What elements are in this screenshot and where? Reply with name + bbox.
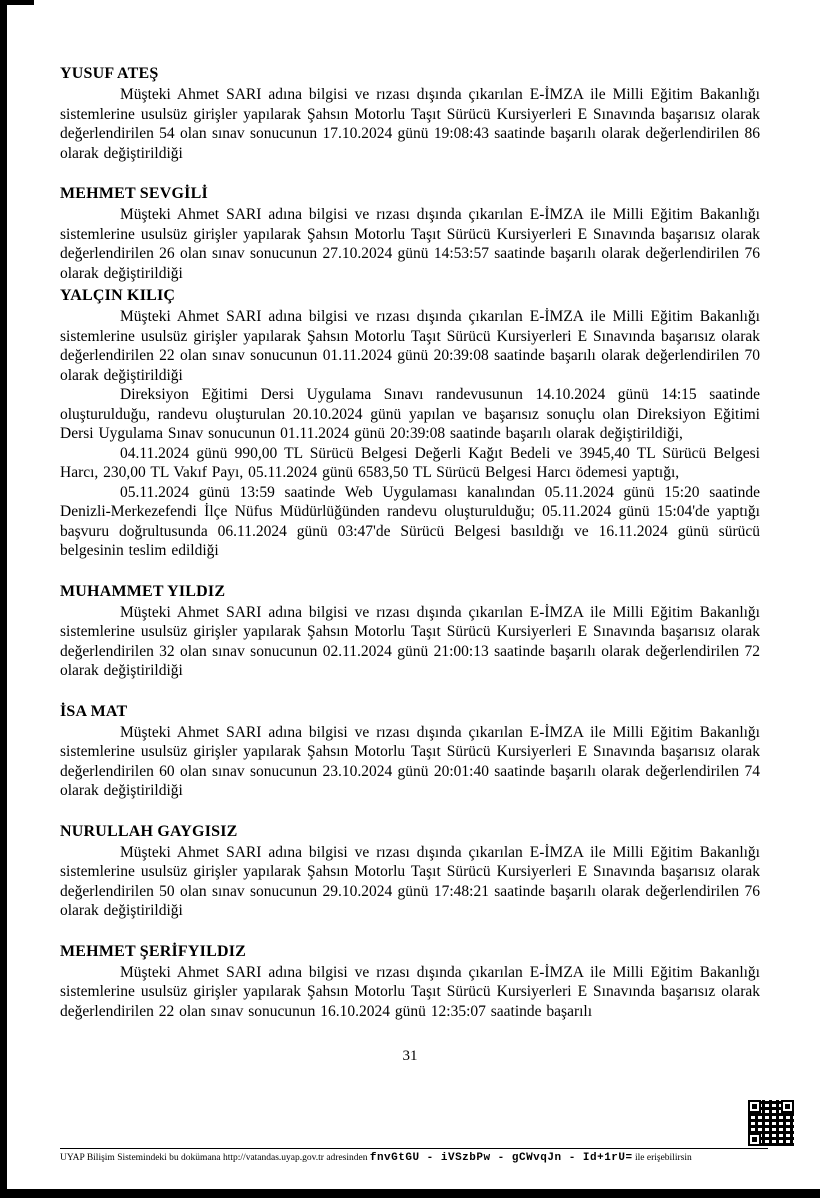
scan-edge-left: [0, 0, 7, 1198]
footer-access-suffix: ile erişebilirsin: [634, 1153, 692, 1163]
footer-divider: [60, 1148, 768, 1149]
qr-code: [748, 1100, 794, 1146]
paragraph: Müşteki Ahmet SARI adına bilgisi ve rızası dışında çıkarılan E-İMZA ile Milli Eğitim Bakanlığı sistemlerine usulsüz girişler yapılarak Şahsın Motorlu Taşıt Sürücü Kursiyerleri E Sınavında başarısız olarak değerlendirilen 50 olan sınav sonucunun 29.10.2024 günü 17:48:21 saatinde başarılı olarak değerlendirilen 76 olarak değiştirildiği: [60, 843, 760, 919]
page-footer: [60, 1148, 768, 1164]
paragraph: Müşteki Ahmet SARI adına bilgisi ve rızası dışında çıkarılan E-İMZA ile Milli Eğitim Bakanlığı sistemlerine usulsüz girişler yapılarak Şahsın Motorlu Taşıt Sürücü Kursiyerleri E Sınavında başarısız olarak değerlendirilen 26 olan sınav sonucunun 27.10.2024 günü 14:53:57 saatinde başarılı olarak değerlendirilen 76 olarak değiştirildiği: [60, 206, 760, 282]
paragraph: Müşteki Ahmet SARI adına bilgisi ve rızası dışında çıkarılan E-İMZA ile Milli Eğitim Bakanlığı sistemlerine usulsüz girişler yapılarak Şahsın Motorlu Taşıt Sürücü Kursiyerleri E Sınavında başarısız olarak değerlendirilen 22 olan sınav sonucunun 01.11.2024 günü 20:39:08 saatinde başarılı olarak değerlendirilen 70 olarak değiştirildiği: [60, 308, 760, 384]
person-section: [60, 582, 760, 681]
footer-access-prefix: UYAP Bilişim Sistemindeki bu dokümana http://vatandas.uyap.gov.tr adresinden: [60, 1153, 368, 1163]
person-name-heading: MEHMET ŞERİFYILDIZ: [60, 942, 247, 960]
paragraph: Direksiyon Eğitimi Dersi Uygulama Sınavı randevusunun 14.10.2024 günü 14:15 saatinde oluşturulduğu, randevu oluşturulan 20.10.2024 günü yapılan ve başarısız sonuçlu olan Direksiyon Eğitimi Dersi Uygulama Sınav sonucunun 01.11.2024 günü 20:39:08 saatinde başarılı olarak değiştirildiği,: [60, 386, 760, 442]
person-section: [60, 702, 760, 801]
paragraph: Müşteki Ahmet SARI adına bilgisi ve rızası dışında çıkarılan E-İMZA ile Milli Eğitim Bakanlığı sistemlerine usulsüz girişler yapılarak Şahsın Motorlu Taşıt Sürücü Kursiyerleri E Sınavında başarısız olarak değerlendirilen 32 olan sınav sonucunun 02.11.2024 günü 21:00:13 saatinde başarılı olarak değerlendirilen 72 olarak değiştirildiği: [60, 603, 760, 679]
person-name-heading: NURULLAH GAYGISIZ: [60, 822, 238, 840]
qr-finder-icon: [748, 1133, 761, 1146]
person-section: [60, 942, 760, 1022]
person-section: [60, 286, 760, 561]
scan-edge-top-notch: [0, 0, 34, 5]
person-name-heading: İSA MAT: [60, 702, 128, 720]
paragraph: 04.11.2024 günü 990,00 TL Sürücü Belgesi Değerli Kağıt Bedeli ve 3945,40 TL Sürücü Belgesi Harcı, 230,00 TL Vakıf Payı, 05.11.2024 günü 6583,50 TL Sürücü Belgesi Harcı ödemesi yaptığı,: [60, 444, 760, 481]
person-name-heading: YUSUF ATEŞ: [60, 65, 159, 82]
person-section: [60, 184, 760, 283]
footer-access-code: fnvGtGU - iVSzbPw - gCWvqJn - Id+1rU=: [369, 1152, 633, 1164]
paragraph: 05.11.2024 günü 13:59 saatinde Web Uygulaması kanalından 05.11.2024 günü 15:20 saatinde Denizli-Merkezefendi İlçe Nüfus Müdürlüğünden randevu oluşturulduğu; 05.11.2024 günü 15:04'de yaptığı başvuru doğrultusunda 06.11.2024 günü 03:47'de Sürücü Belgesi basıldığı ve 16.11.2024 günü sürücü belgesinin teslim edildiği: [60, 483, 760, 559]
document-body: [60, 64, 760, 1042]
footer-text: [60, 1152, 768, 1164]
person-name-heading: MUHAMMET YILDIZ: [60, 582, 226, 600]
person-name-heading: MEHMET SEVGİLİ: [60, 185, 208, 202]
qr-finder-icon: [748, 1100, 761, 1113]
scan-edge-bottom: [0, 1189, 820, 1198]
person-name-heading: YALÇIN KILIÇ: [60, 287, 176, 304]
person-section: [60, 64, 760, 163]
qr-finder-icon: [781, 1100, 794, 1113]
paragraph: Müşteki Ahmet SARI adına bilgisi ve rızası dışında çıkarılan E-İMZA ile Milli Eğitim Bakanlığı sistemlerine usulsüz girişler yapılarak Şahsın Motorlu Taşıt Sürücü Kursiyerleri E Sınavında başarısız olarak değerlendirilen 54 olan sınav sonucunun 17.10.2024 günü 19:08:43 saatinde başarılı olarak değerlendirilen 86 olarak değiştirildiği: [60, 86, 760, 162]
paragraph: Müşteki Ahmet SARI adına bilgisi ve rızası dışında çıkarılan E-İMZA ile Milli Eğitim Bakanlığı sistemlerine usulsüz girişler yapılarak Şahsın Motorlu Taşıt Sürücü Kursiyerleri E Sınavında başarısız olarak değerlendirilen 22 olan sınav sonucunun 16.10.2024 günü 12:35:07 saatinde başarılı: [60, 963, 760, 1020]
paragraph: Müşteki Ahmet SARI adına bilgisi ve rızası dışında çıkarılan E-İMZA ile Milli Eğitim Bakanlığı sistemlerine usulsüz girişler yapılarak Şahsın Motorlu Taşıt Sürücü Kursiyerleri E Sınavında başarısız olarak değerlendirilen 60 olan sınav sonucunun 23.10.2024 günü 20:01:40 saatinde başarılı olarak değerlendirilen 74 olarak değiştirildiği: [60, 723, 760, 799]
person-section: [60, 822, 760, 921]
page-number: 31: [402, 1048, 418, 1064]
